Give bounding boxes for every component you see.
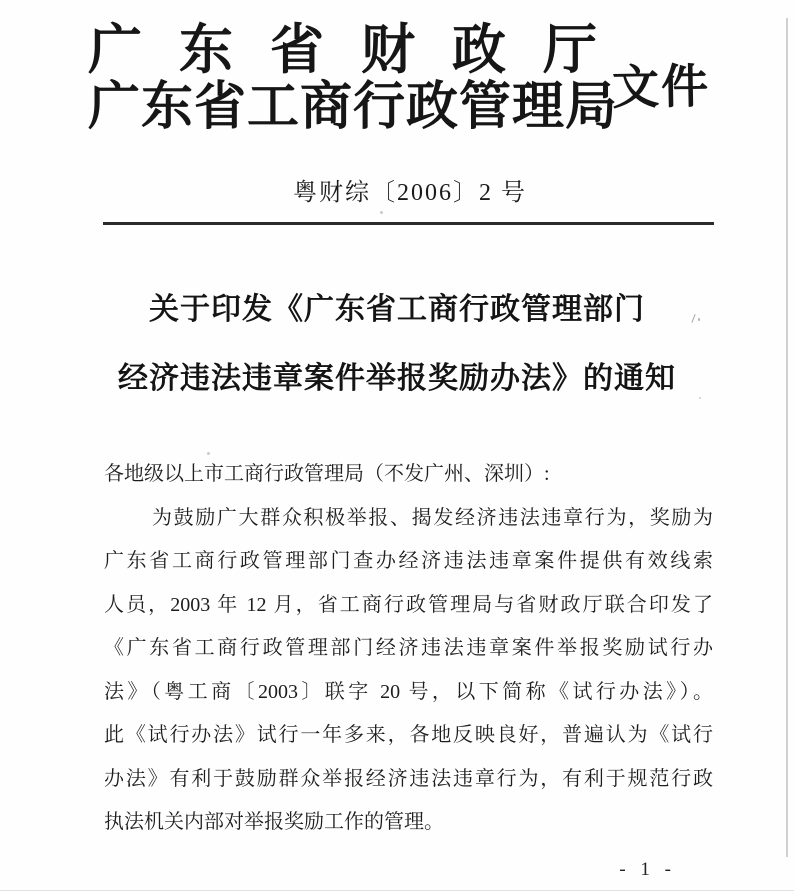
scan-artifact-mark xyxy=(690,313,702,325)
scan-speck xyxy=(699,397,701,399)
scan-edge-line xyxy=(786,18,788,857)
scan-speck xyxy=(380,211,383,214)
document-title-line-1: 关于印发《广东省工商行政管理部门 xyxy=(149,293,645,327)
document-title-line-2: 经济违法违章案件举报奖励办法》的通知 xyxy=(118,362,676,396)
document-body xyxy=(104,453,713,845)
body-line: 人员，2003 年 12 月，省工商行政管理局与省财政厅联合印发了 xyxy=(104,593,713,616)
issuer-name-finance-dept: 广东省财政厅 xyxy=(88,20,634,80)
body-line: 执法机关内部对举报奖励工作的管理。 xyxy=(104,811,444,834)
body-line: 法》（粤工商〔2003〕联字 20 号，以下简称《试行办法》）。 xyxy=(104,680,713,703)
scan-speck xyxy=(207,452,210,455)
body-line: 此《试行办法》试行一年多来，各地反映良好，普遍认为《试行 xyxy=(104,724,713,747)
header-divider-rule xyxy=(103,222,714,225)
body-line: 为鼓励广大群众积极举报、揭发经济违法违章行为，奖励为 xyxy=(152,506,713,529)
issuer-name-industry-commerce-bureau: 广东省工商行政管理局 xyxy=(88,78,619,136)
body-line: 《广东省工商行政管理部门经济违法违章案件举报奖励试行办 xyxy=(104,637,713,660)
body-line: 广东省工商行政管理部门查办经济违法违章案件提供有效线索 xyxy=(104,550,713,573)
salutation-line: 各地级以上市工商行政管理局（不发广州、深圳）: xyxy=(104,463,550,486)
page-number: - 1 - xyxy=(619,859,676,880)
body-line: 办法》有利于鼓励群众举报经济违法违章行为，有利于规范行政 xyxy=(104,767,713,790)
doc-number: 粤财综〔2006〕2 号 xyxy=(293,179,527,206)
document-title xyxy=(60,275,734,413)
doc-type-label: 文件 xyxy=(611,61,711,115)
